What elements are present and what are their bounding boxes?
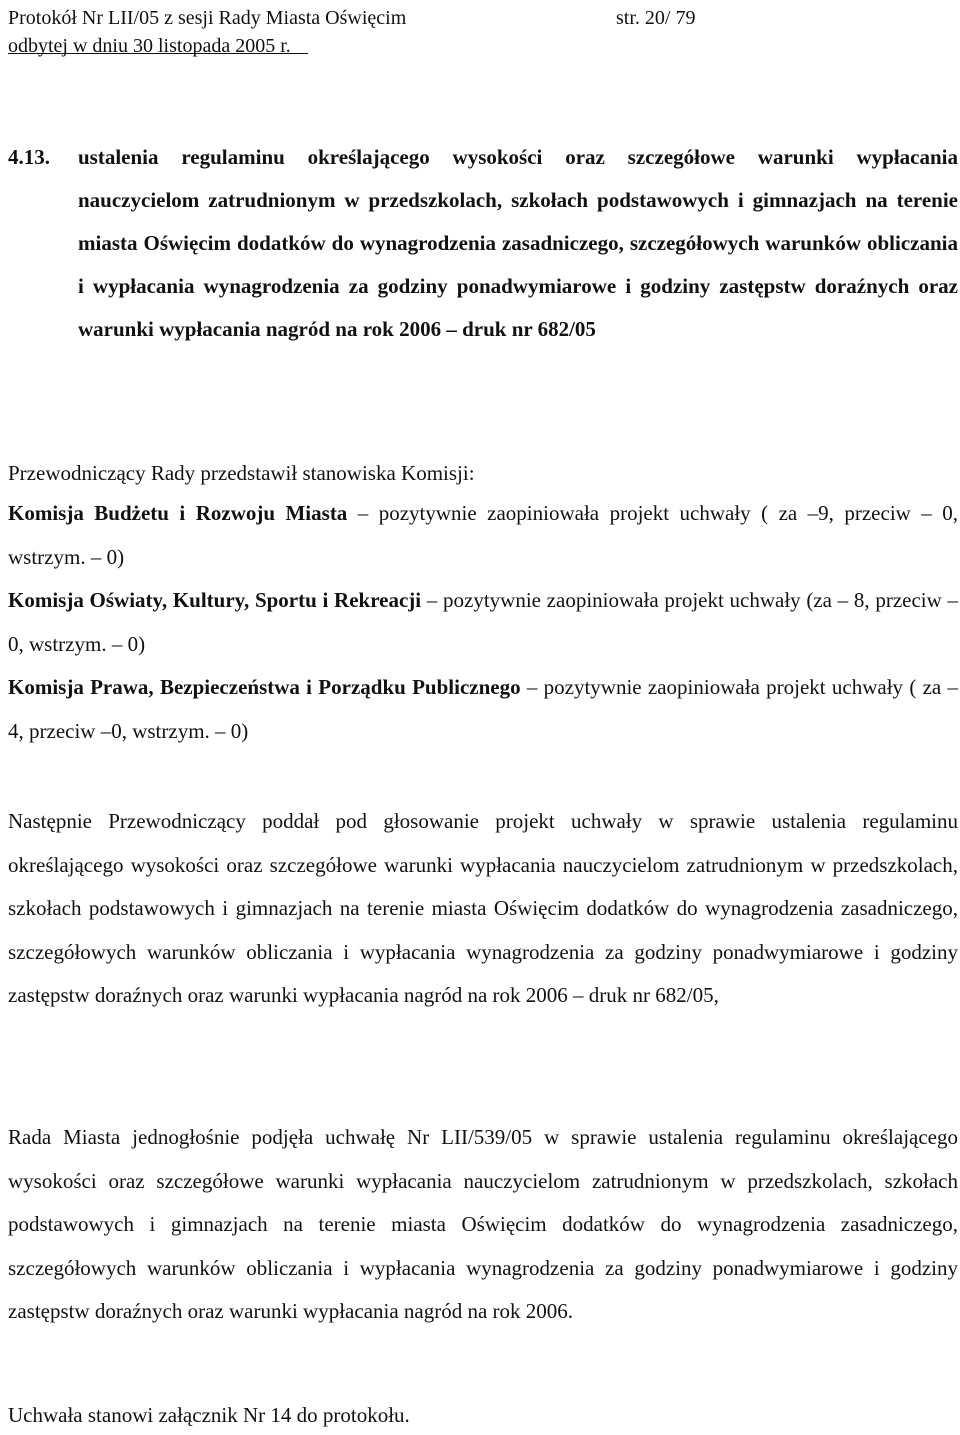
- session-date: odbytej w dniu 30 listopada 2005 r.: [8, 35, 291, 57]
- agenda-item-number: 4.13.: [8, 145, 50, 169]
- committee-name: Komisja Oświaty, Kultury, Sportu i Rekreacji: [8, 588, 422, 612]
- committee-opinion-education: [8, 579, 958, 666]
- header-line-2: [8, 32, 788, 60]
- committee-opinion-budget: [8, 492, 958, 579]
- committee-opinions: [8, 492, 958, 753]
- annex-note: Uchwała stanowi załącznik Nr 14 do protokołu.: [8, 1403, 410, 1427]
- protocol-title: Protokół Nr LII/05 z sesji Rady Miasta Oświęcim: [8, 7, 407, 29]
- header-line-1: [8, 4, 788, 32]
- committee-opinion-text: – pozytywnie zaopiniowała projekt uchwały (za – 8, przeciw – 0, wstrzym. – 0): [8, 588, 958, 656]
- committee-intro: Przewodniczący Rady przedstawił stanowiska Komisji:: [8, 461, 475, 485]
- committee-opinion-text: – pozytywnie zaopiniowała projekt uchwały ( za –9, przeciw – 0, wstrzym. – 0): [8, 501, 958, 569]
- agenda-item: [8, 136, 958, 351]
- committee-name: Komisja Prawa, Bezpieczeństwa i Porządku Publicznego: [8, 675, 521, 699]
- page-header: [8, 4, 788, 60]
- resolution-paragraph: Rada Miasta jednogłośnie podjęła uchwałę Nr LII/539/05 w sprawie ustalenia regulaminu określającego wysokości oraz szczegółowe warunki wypłacania nauczycielom zatrudnionym w przedszkolach, szkołach podstawowych i gimnazjach na terenie miasta Oświęcim dodatków do wynagrodzenia zasadniczego, szczegółowych warunków obliczania i wypłacania wynagrodzenia za godziny ponadwymiarowe i godziny zastępstw doraźnych oraz warunki wypłacania nagród na rok 2006.: [8, 1125, 958, 1323]
- vote-paragraph: Następnie Przewodniczący poddał pod głosowanie projekt uchwały w sprawie ustalenia regulaminu określającego wysokości oraz szczegółowe warunki wypłacania nauczycielom zatrudnionym w przedszkolach, szkołach podstawowych i gimnazjach na terenie miasta Oświęcim dodatków do wynagrodzenia zasadniczego, szczegółowych warunków obliczania i wypłacania wynagrodzenia za godziny ponadwymiarowe i godziny zastępstw doraźnych oraz warunki wypłacania nagród na rok 2006 – druk nr 682/05,: [8, 809, 958, 1007]
- page-number: str. 20/ 79: [616, 7, 696, 29]
- header-underline: [8, 53, 308, 54]
- committee-opinion-law: [8, 666, 958, 753]
- agenda-item-title: ustalenia regulaminu określającego wysokości oraz szczegółowe warunki wypłacania nauczycielom zatrudnionym w przedszkolach, szkołach podstawowych i gimnazjach na terenie miasta Oświęcim dodatków do wynagrodzenia zasadniczego, szczegółowych warunków obliczania i wypłacania wynagrodzenia za godziny ponadwymiarowe i godziny zastępstw doraźnych oraz warunki wypłacania nagród na rok 2006 – druk nr 682/05: [78, 145, 958, 341]
- committee-opinion-text: – pozytywnie zaopiniowała projekt uchwały ( za –4, przeciw –0, wstrzym. – 0): [8, 675, 959, 743]
- committee-name: Komisja Budżetu i Rozwoju Miasta: [8, 501, 348, 525]
